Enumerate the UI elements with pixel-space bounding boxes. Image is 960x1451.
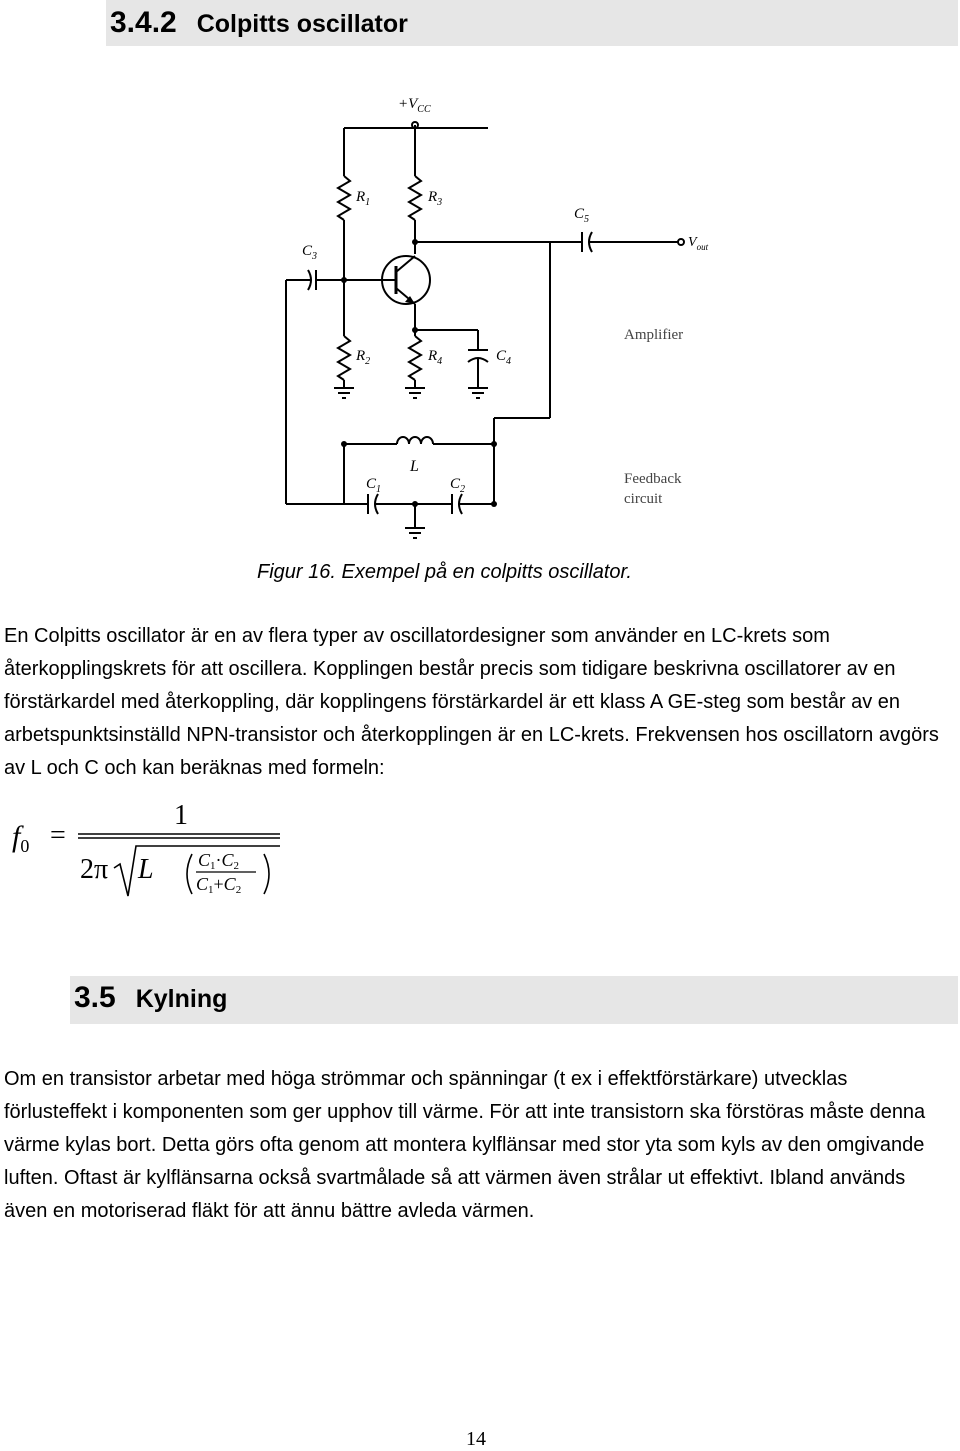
body-paragraph: En Colpitts oscillator är en av flera typer av oscillatordesigner som använder en LC-krets som återkopplingskrets för att oscillera. Kopplingen består precis som tidigare beskrivna oscillatorer av en förstärkardel med återkoppling, där kopplingens förstärkardel är ett klass A GE-steg som består av en arbetspunktsinställd NPN-transistor och återkopplingen är en LC-krets. Frekvensen hos oscillatorn avgörs av L och C och kan beräknas med formeln: <box>4 625 939 779</box>
ground-icon <box>334 388 354 398</box>
feedback-label-line2: circuit <box>624 491 663 507</box>
svg-text:R4: $R_4$ <box>428 348 443 367</box>
colpitts-circuit-diagram <box>240 88 720 552</box>
resistor-r2 <box>338 280 370 388</box>
resistor-r4 <box>409 330 442 388</box>
figure-caption: Figur 16. Exempel på en colpitts oscillator. <box>257 561 632 583</box>
section-title: Colpitts oscillator <box>196 10 408 38</box>
capacitor-c5 <box>550 206 709 252</box>
frequency-formula <box>8 798 298 910</box>
section-heading-band <box>70 976 958 1024</box>
page-number: 14 <box>466 1428 486 1450</box>
feedback-label-line1: Feedback <box>624 471 682 487</box>
section-heading-band <box>106 0 958 46</box>
inductor-l <box>344 437 494 475</box>
svg-text:R1: $R_1$ <box>356 189 371 208</box>
svg-text:f0: $f_0$ <box>12 820 30 856</box>
npn-transistor <box>341 256 430 330</box>
amplifier-label: Amplifier <box>624 327 684 343</box>
capacitor-c4 <box>468 330 511 388</box>
section-heading <box>110 6 408 40</box>
resistor-r3 <box>409 128 442 254</box>
svg-text:2π: 2π <box>80 854 109 885</box>
svg-text:C2: $C_2$ <box>450 476 466 495</box>
svg-text:R2: $R_2$ <box>356 348 371 367</box>
section-number: 3.5 <box>74 981 116 1014</box>
svg-text:C1+C2: C1+C2 <box>196 874 242 896</box>
svg-text:=: = <box>50 820 66 851</box>
svg-text:C1·C2: C1·C2 <box>198 850 240 872</box>
capacitor-c1 <box>344 476 415 514</box>
svg-text:1: 1 <box>174 800 188 831</box>
svg-text:L: L <box>410 458 419 475</box>
capacitor-c2 <box>415 476 494 514</box>
svg-text:L: L <box>138 854 154 885</box>
ground-icon <box>405 528 425 538</box>
svg-text:C3: $C_3$ <box>302 243 318 262</box>
ground-icon <box>468 388 488 398</box>
ground-icon <box>405 388 425 398</box>
svg-text:+VCC: $+V_{CC}$ <box>398 96 431 115</box>
section-number: 3.4.2 <box>110 6 177 39</box>
resistor-r1 <box>338 128 370 278</box>
svg-text:C4: $C_4$ <box>496 348 512 367</box>
svg-text:Vout: $V_{out}$ <box>688 235 709 252</box>
svg-text:C1: $C_1$ <box>366 476 382 495</box>
section-title: Kylning <box>135 985 228 1013</box>
body-paragraph: Om en transistor arbetar med höga strömmar och spänningar (t ex i effektförstärkare) utvecklas förlusteffekt i komponenten som ger upphov till värme. För att inte transistorn ska förstöras måste denna värme kylas bort. Detta görs ofta genom att montera kylflänsar med stor yta som kyls av den omgivande luften. Oftast är kylflänsarna också svartmålade så att värmen även strålar ut effektivt. Ibland används även en motoriserad fläkt för att ännu bättre avleda värmen. <box>4 1068 926 1222</box>
svg-text:R3: $R_3$ <box>428 189 443 208</box>
vcc-terminal <box>398 96 431 128</box>
section-heading <box>74 981 227 1015</box>
svg-text:C5: $C_5$ <box>574 206 590 225</box>
capacitor-c3 <box>286 243 344 290</box>
